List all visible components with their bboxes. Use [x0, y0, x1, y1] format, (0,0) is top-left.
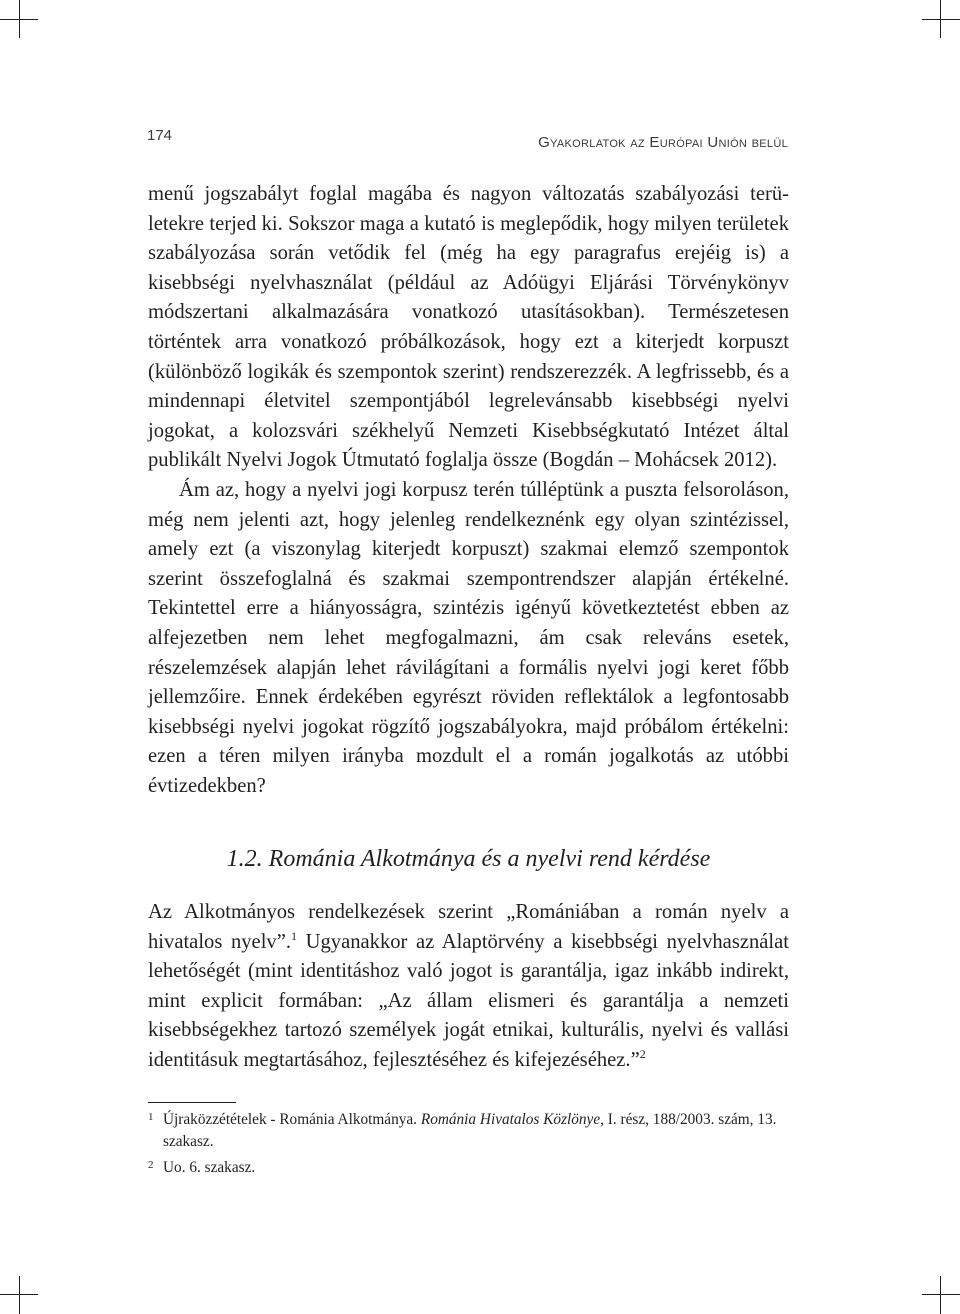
footnote-2-text-a: Uo. 6. szakasz.: [163, 1159, 256, 1176]
footnote-ref-2[interactable]: 2: [639, 1047, 646, 1062]
crop-mark-bottom-left-h: [0, 1294, 38, 1295]
body-text-top: [148, 180, 789, 801]
crop-mark-bottom-left: [19, 1276, 20, 1314]
footnote-separator: [148, 1102, 236, 1103]
footnote-1-text-b: I. rész, 188/2003. szám, 13. szakasz.: [163, 1111, 777, 1150]
paragraph-3-part-a: Az Alkotmányos rendelkezések szerint „Romániában a román nyelv a hivatalos nyelv”.: [148, 901, 789, 953]
running-head: Gyakorlatok az Európai Unión belül: [538, 134, 788, 151]
body-text-section: [148, 898, 789, 1076]
crop-mark-bottom-right-h: [922, 1294, 960, 1295]
paragraph-1: menű jogszabályt foglal magába és nagyon változatás szabályozási területekre terjed ki. Sokszor maga a kutató is meglepődik, hogy milyen területek szabályozása során vetődik fel (még ha egy paragrafus erejéig is) a kisebbségi nyelvhasználat (például az Adóügyi Eljárási Törvénykönyv módszertani alkalmazására vonatkozó utasításokban). Természetesen történtek arra vonatkozó próbálkozások, hogy ezt a kiterjedt korpuszt (különböző logikák és szempontok szerint) rendszerezzék. A legfrissebb, és a mindennapi életvitel szempontjából legrelevánsabb kisebbségi nyelvi jogokat, a kolozsvári székhelyű Nemzeti Kisebbségkutató Intézet által publikált Nyelvi Jogok Útmutató foglalja össze (Bogdán – Mohácsek 2012).: [148, 183, 789, 472]
footnote-2-number: 2: [148, 1159, 154, 1171]
footnotes: [148, 1109, 789, 1183]
footnote-2: [148, 1157, 789, 1179]
crop-mark-top-left-h: [0, 19, 38, 20]
footnote-1-text-a: Újraközzétételek - Románia Alkotmánya.: [163, 1111, 421, 1128]
paragraph-3-part-b: Ugyanakkor az Alaptörvény a kisebbségi nyelvhasználat lehetőségét (mint identitáshoz való jogot is garantálja, igaz inkább indirekt, mint explicit formában: „Az állam elismeri és garantálja a nemzeti kisebbségekhez tartozó személyek jogát etnikai, kulturális, nyelvi és vallási identitásuk megtartásához, fejlesztéséhez és kifejezéséhez.”: [148, 930, 790, 1071]
paragraph-2: Ám az, hogy a nyelvi jogi korpusz terén túlléptünk a puszta felsoroláson, még nem jelenti azt, hogy jelenleg rendelkeznénk egy olyan szintézissel, amely ezt (a viszonylag kiterjedt korpuszt) szakmai elemző szempontok szerint összefoglalná és szakmai szempontrendszer alapján értékelné. Tekintettel erre a hiányosságra, szintézis igényű következtetést ebben az alfejezetben nem lehet megfogalmazni, ám csak releváns esetek, részelemzések alapján lehet rávilágítani a formális nyelvi jogi keret főbb jellemzőire. Ennek érdekében egyrészt röviden reflektálok a legfontosabb kisebbségi nyelvi jogokat rögzítő jogszabályokra, majd próbálom értékelni: ezen a téren milyen irányba mozdult el a román jogalkotás az utóbbi évtizedekben?: [148, 478, 789, 797]
footnote-1: [148, 1109, 789, 1153]
crop-mark-top-right-h: [922, 19, 960, 20]
crop-mark-bottom-right: [940, 1276, 941, 1314]
page-number: 174: [147, 127, 173, 144]
footnote-ref-1[interactable]: 1: [291, 928, 298, 943]
footnote-1-number: 1: [148, 1111, 154, 1123]
section-heading: 1.2. Románia Alkotmánya és a nyelvi rend kérdése: [226, 846, 711, 872]
paragraph-3: [148, 898, 789, 1076]
footnote-1-text-italic: Románia Hivatalos Közlönye,: [420, 1111, 604, 1128]
